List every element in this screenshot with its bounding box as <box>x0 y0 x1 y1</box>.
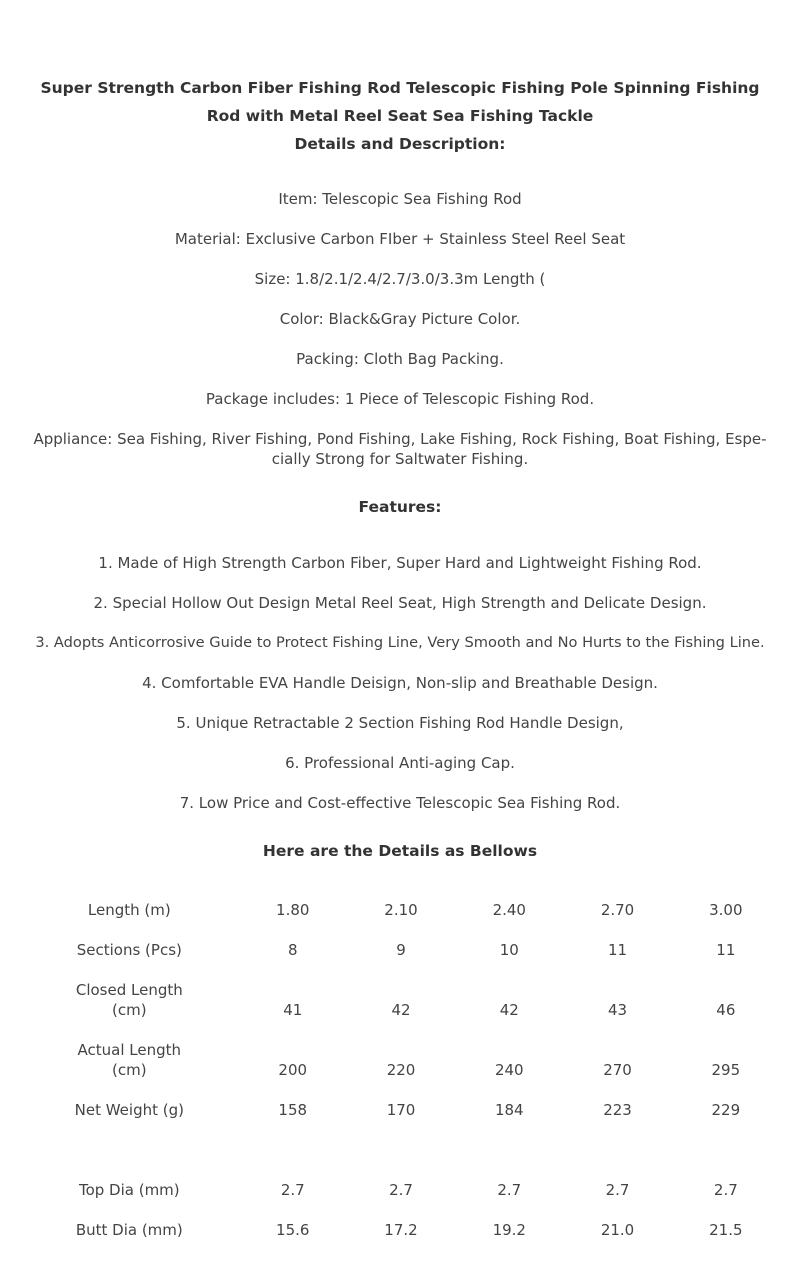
table-row <box>20 1150 780 1210</box>
row-label: Butt Dia (mm) <box>75 1221 183 1239</box>
table-cell: 42 <box>391 1001 411 1019</box>
table-cell: 21.5 <box>709 1221 743 1239</box>
table-cell: 1.80 <box>276 901 310 919</box>
table-cell: 223 <box>603 1101 632 1119</box>
table-row <box>20 1030 780 1090</box>
feature-item: 5. Unique Retractable 2 Section Fishing Rod Handle Design, <box>176 714 624 732</box>
table-row <box>20 890 780 930</box>
table-row <box>20 930 780 970</box>
table-cell: 11 <box>716 941 736 959</box>
table-cell: 41 <box>283 1001 303 1019</box>
detail-package-includes: Package includes: 1 Piece of Telescopic Fishing Rod. <box>205 390 595 408</box>
table-cell: 2.40 <box>492 901 526 919</box>
table-cell: 2.7 <box>713 1181 738 1199</box>
feature-item: 1. Made of High Strength Carbon Fiber, Super Hard and Lightweight Fishing Rod. <box>98 554 702 572</box>
table-cell: 200 <box>278 1061 308 1079</box>
table-cell: 21.0 <box>600 1221 635 1239</box>
detail-appliance: Appliance: Sea Fishing, River Fishing, Pond Fishing, Lake Fishing, Rock Fishing, Boat Fishing, Espe-cially Strong for Saltwater Fishing. <box>33 430 767 468</box>
table-cell: 158 <box>278 1101 308 1119</box>
table-cell: 2.10 <box>384 901 418 919</box>
feature-item: 6. Professional Anti-aging Cap. <box>285 754 515 772</box>
table-cell: 19.2 <box>492 1221 526 1239</box>
table-cell: 184 <box>494 1101 524 1119</box>
table-heading: Here are the Details as Bellows <box>262 842 538 860</box>
detail-packing: Packing: Cloth Bag Packing. <box>296 350 504 368</box>
table-cell: 2.7 <box>389 1181 413 1199</box>
table-cell: 220 <box>386 1061 416 1079</box>
product-title: Super Strength Carbon Fiber Fishing Rod Telescopic Fishing Pole Spinning Fishing Rod with Metal Reel Seat Sea Fishing Tackle <box>40 79 760 125</box>
table-cell: 240 <box>494 1061 524 1079</box>
table-row <box>20 970 780 1030</box>
row-label: Net Weight (g) <box>74 1101 184 1119</box>
table-cell: 17.2 <box>384 1221 418 1239</box>
feature-item: 2. Special Hollow Out Design Metal Reel Seat, High Strength and Delicate Design. <box>93 594 707 612</box>
feature-item: 4. Comfortable EVA Handle Deisign, Non-slip and Breathable Design. <box>142 674 658 692</box>
row-label: Sections (Pcs) <box>76 941 182 959</box>
table-cell: 2.7 <box>605 1181 630 1199</box>
table-cell: 2.7 <box>280 1181 305 1199</box>
row-label: Top Dia (mm) <box>78 1181 180 1199</box>
feature-item: 7. Low Price and Cost-effective Telescopic Sea Fishing Rod. <box>179 794 621 812</box>
table-row <box>20 1210 780 1250</box>
table-cell: 15.6 <box>276 1221 310 1239</box>
detail-material: Material: Exclusive Carbon FIber + Stainless Steel Reel Seat <box>174 230 626 248</box>
table-cell: 270 <box>603 1061 632 1079</box>
table-cell: 170 <box>386 1101 416 1119</box>
table-cell: 295 <box>711 1061 741 1079</box>
table-cell: 42 <box>499 1001 519 1019</box>
table-cell: 46 <box>716 1001 736 1019</box>
row-label: Length (m) <box>87 901 171 919</box>
row-label: Closed Length (cm) <box>75 981 183 1019</box>
table-cell: 2.7 <box>497 1181 522 1199</box>
table-cell: 229 <box>711 1101 741 1119</box>
table-cell: 10 <box>499 941 519 959</box>
table-cell: 3.00 <box>709 901 743 919</box>
detail-color: Color: Black&Gray Picture Color. <box>279 310 521 328</box>
table-cell: 11 <box>607 941 628 959</box>
table-cell: 2.70 <box>600 901 635 919</box>
feature-item: 3. Adopts Anticorrosive Guide to Protect Fishing Line, Very Smooth and No Hurts to the Fishing Line. <box>35 634 765 651</box>
detail-item: Item: Telescopic Sea Fishing Rod <box>278 190 522 208</box>
table-cell: 9 <box>396 941 406 959</box>
features-heading: Features: <box>358 498 442 516</box>
table-cell: 8 <box>287 941 298 959</box>
table-cell: 43 <box>607 1001 628 1019</box>
table-row <box>20 1090 780 1150</box>
details-heading: Details and Description: <box>294 135 506 153</box>
specs-table <box>20 890 780 1250</box>
row-label: Actual Length (cm) <box>77 1041 182 1079</box>
detail-size: Size: 1.8/2.1/2.4/2.7/3.0/3.3m Length ( <box>254 270 546 288</box>
